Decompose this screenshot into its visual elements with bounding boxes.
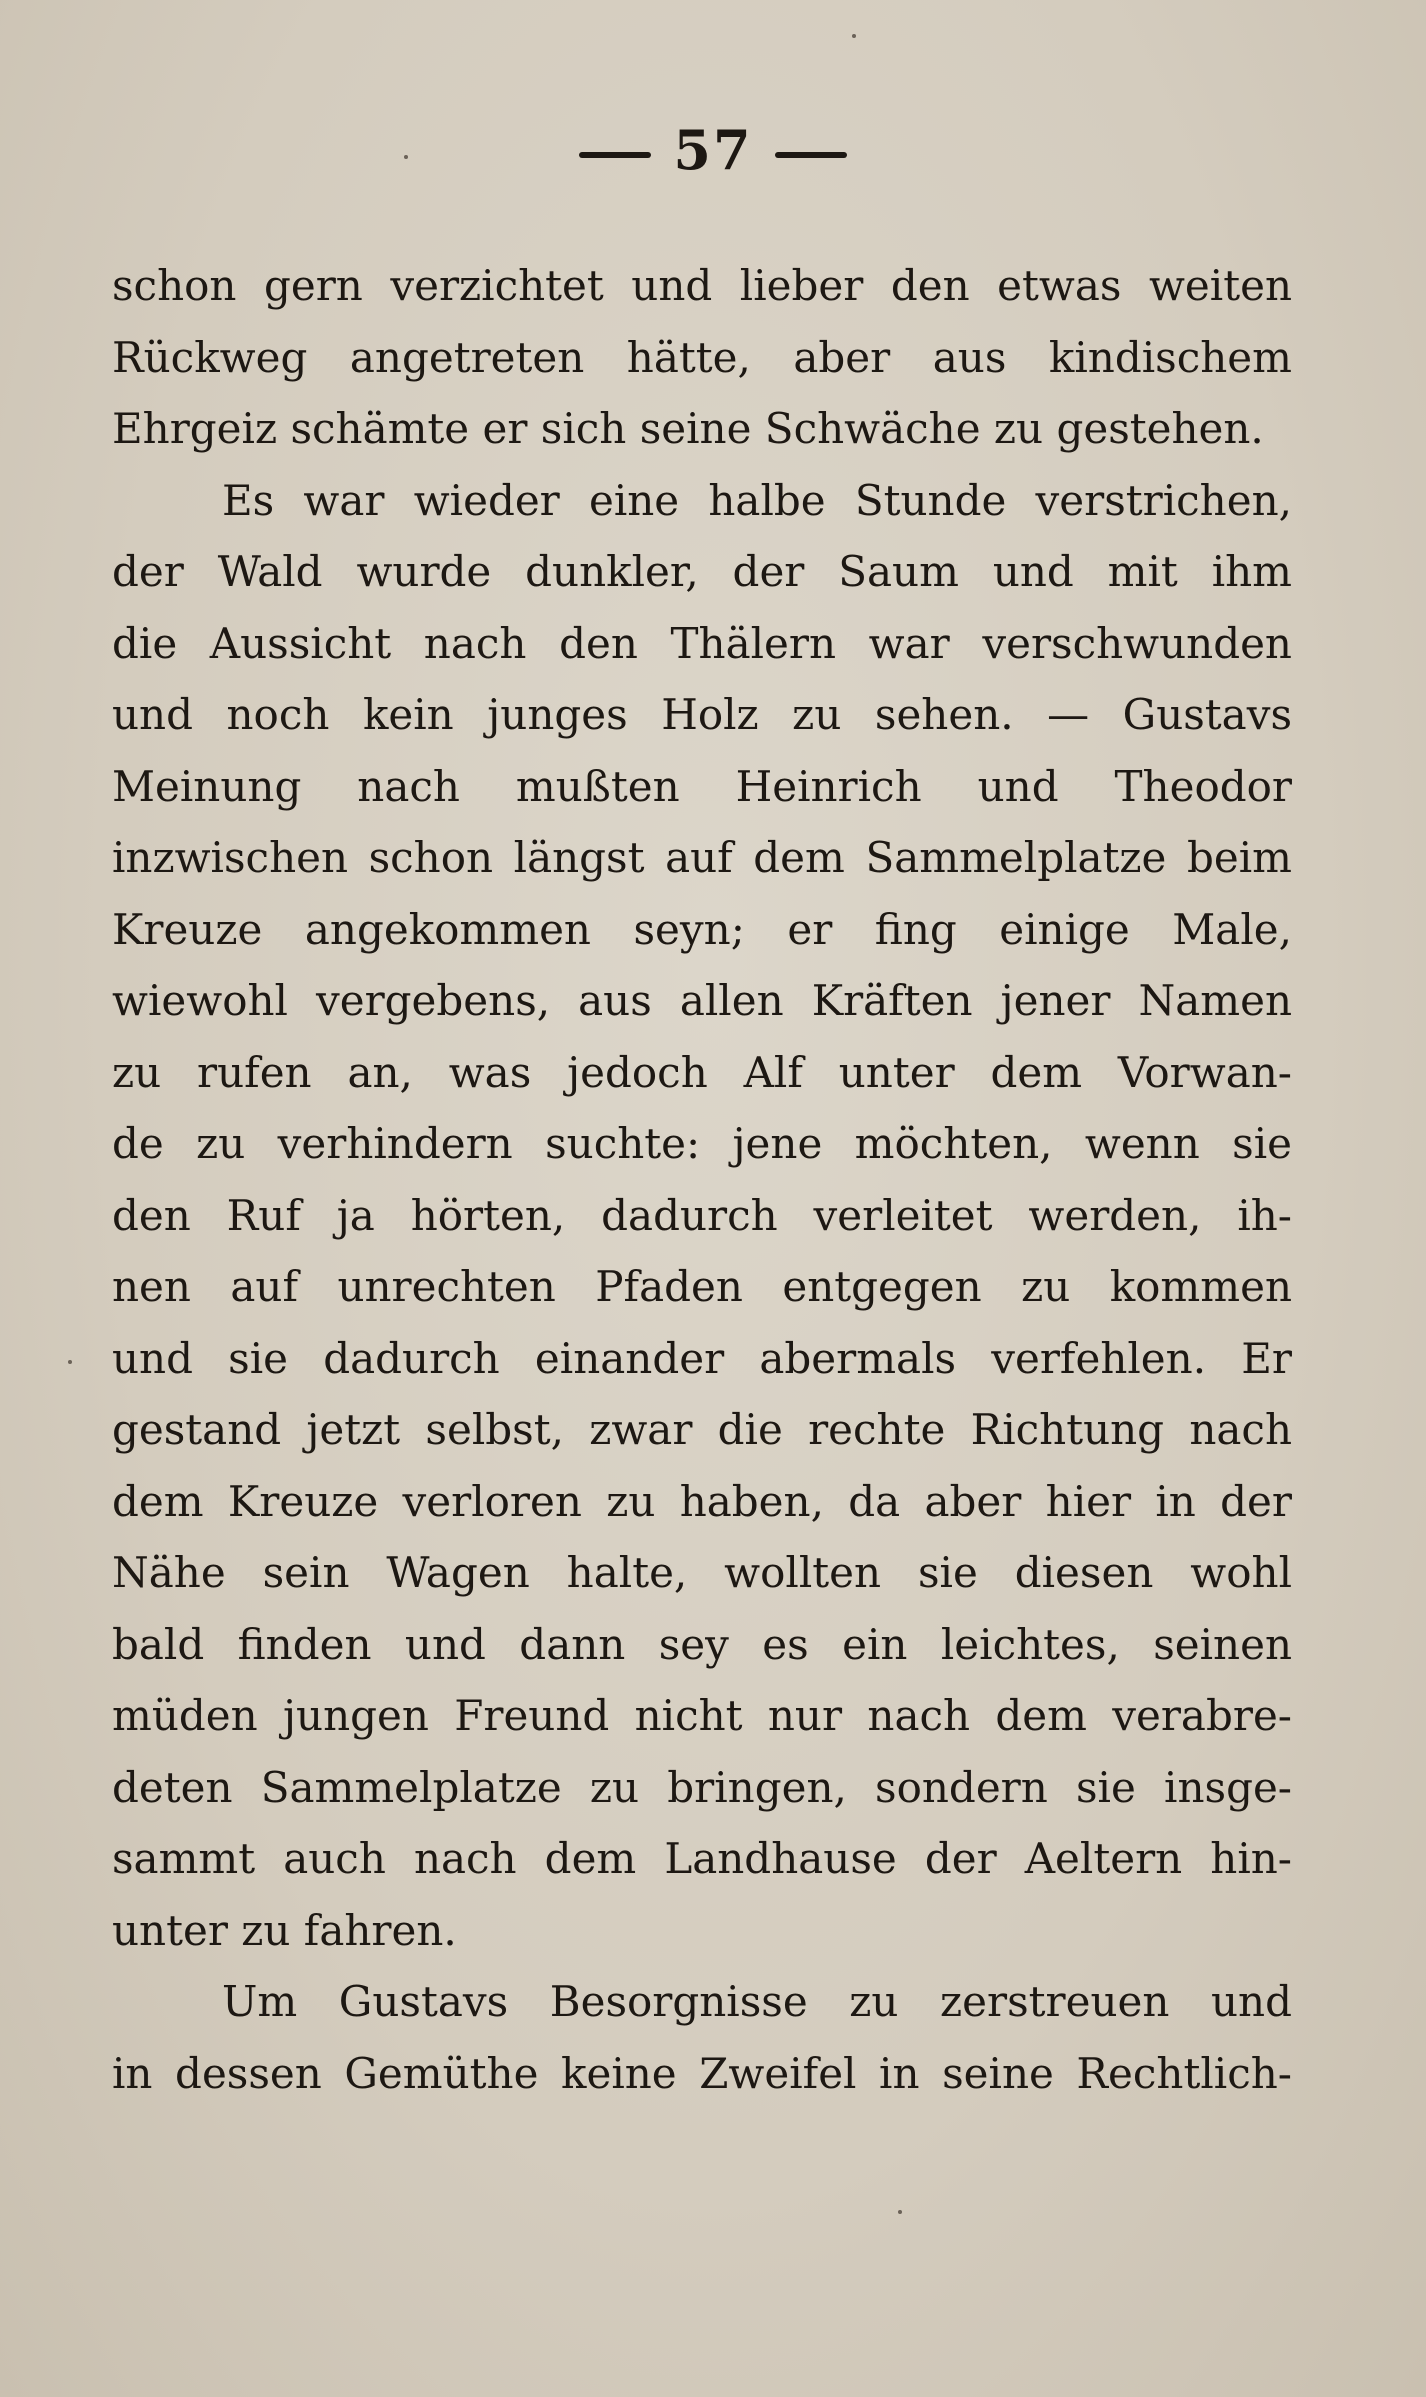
- text-line: schon gern verzichtet und lieber den etwas weiten: [112, 261, 1292, 310]
- text-line: und sie dadurch einander abermals verfehlen. Er: [112, 1333, 1292, 1383]
- text-line: Kreuze angekommen seyn; er fing einige Male,: [112, 904, 1292, 954]
- text-line: sammt auch nach dem Landhause der Aeltern hin-: [112, 1834, 1292, 1883]
- paper-speck: [404, 155, 408, 159]
- page-number: 57: [673, 118, 753, 182]
- text-line: bald finden und dann sey es ein leichtes, seinen: [112, 1619, 1292, 1669]
- text-line: Meinung nach mußten Heinrich und Theodor: [112, 761, 1292, 811]
- text-line: nen auf unrechten Pfaden entgegen zu kommen: [112, 1262, 1292, 1311]
- text-line: inzwischen schon längst auf dem Sammelplatze beim: [112, 833, 1292, 882]
- text-line: Um Gustavs Besorgnisse zu zerstreuen und: [222, 1977, 1292, 2026]
- text-line: müden jungen Freund nicht nur nach dem verabre-: [112, 1691, 1292, 1740]
- text-line: Nähe sein Wagen halte, wollten sie diesen wohl: [112, 1548, 1292, 1597]
- header-dash-left: [579, 152, 651, 158]
- text-line: gestand jetzt selbst, zwar die rechte Richtung nach: [112, 1405, 1292, 1454]
- text-line: wiewohl vergebens, aus allen Kräften jener Namen: [112, 976, 1292, 1025]
- text-line: unter zu fahren.: [112, 1905, 457, 1955]
- text-line: de zu verhindern suchte: jene möchten, wenn sie: [112, 1119, 1292, 1168]
- text-line: in dessen Gemüthe keine Zweifel in seine Rechtlich-: [112, 2048, 1292, 2098]
- text-line: der Wald wurde dunkler, der Saum und mit ihm: [112, 547, 1292, 596]
- page-header: [0, 118, 1426, 182]
- text-line: deten Sammelplatze zu bringen, sondern sie insge-: [112, 1762, 1292, 1812]
- text-line: zu rufen an, was jedoch Alf unter dem Vorwan-: [112, 1047, 1292, 1097]
- text-line: den Ruf ja hörten, dadurch verleitet werden, ih-: [112, 1190, 1292, 1240]
- text-line: Es war wieder eine halbe Stunde verstrichen,: [222, 475, 1292, 525]
- text-line: Ehrgeiz schämte er sich seine Schwäche zu gestehen.: [112, 404, 1264, 453]
- body-text: [112, 250, 1292, 2109]
- text-line: Rückweg angetreten hätte, aber aus kindischem: [112, 332, 1292, 382]
- header-dash-right: [775, 152, 847, 158]
- paper-speck: [852, 34, 856, 38]
- paper-speck: [68, 1360, 72, 1364]
- paper-speck: [898, 2210, 902, 2214]
- text-line: die Aussicht nach den Thälern war verschwunden: [112, 618, 1292, 668]
- text-line: dem Kreuze verloren zu haben, da aber hier in der: [112, 1476, 1292, 1526]
- text-line: und noch kein junges Holz zu sehen. — Gustavs: [112, 690, 1292, 739]
